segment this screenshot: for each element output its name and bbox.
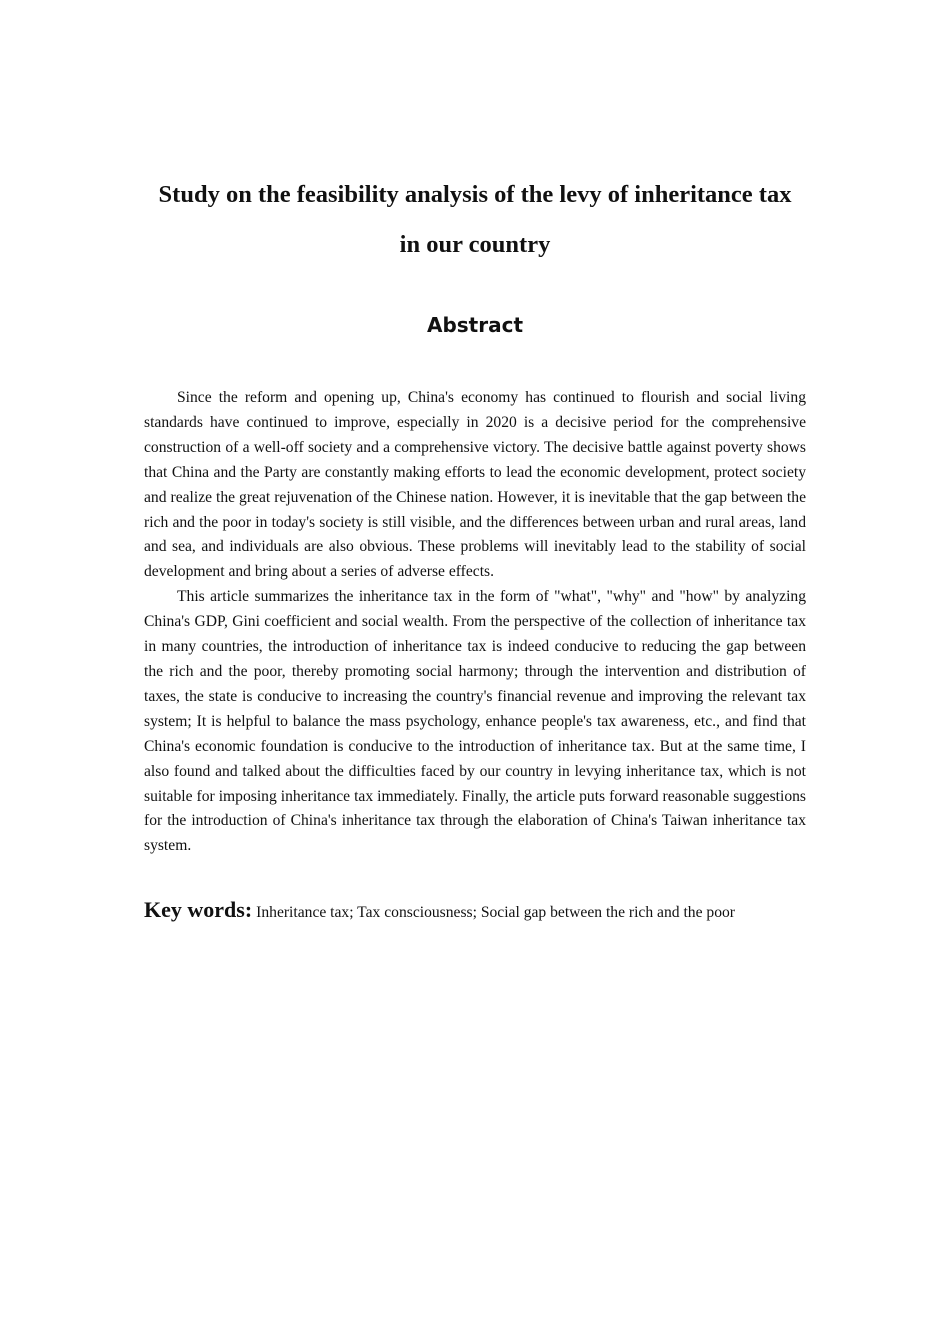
abstract-heading: Abstract <box>426 313 524 337</box>
document-content <box>144 170 806 923</box>
document-title <box>144 170 806 270</box>
keywords-text: Inheritance tax; Tax consciousness; Social gap between the rich and the poor <box>256 904 735 922</box>
title-line-2: in our country <box>399 231 551 258</box>
keywords-label: Key words: <box>144 897 253 923</box>
abstract-paragraph-2: This article summarizes the inheritance tax in the form of "what", "why" and "how" by analyzing China's GDP, Gini coefficient and social wealth. From the perspective of the collection of inheritance tax in many countries, the introduction of inheritance tax is indeed conducive to reducing the gap between the rich and the poor, thereby promoting social harmony; through the intervention and distribution of taxes, the state is conducive to increasing the country's financial revenue and improving the relevant tax system; It is helpful to balance the mass psychology, enhance people's tax awareness, etc., and find that China's economic foundation is conducive to the introduction of inheritance tax. But at the same time, I also found and talked about the difficulties faced by our country in levying inheritance tax, which is not suitable for imposing inheritance tax immediately. Finally, the article puts forward reasonable suggestions for the introduction of China's inheritance tax through the elaboration of China's Taiwan inheritance tax system. <box>144 588 806 855</box>
abstract-paragraph-1: Since the reform and opening up, China's economy has continued to flourish and social living standards have continued to improve, especially in 2020 is a decisive period for the comprehensive construction of a well-off society and a comprehensive victory. The decisive battle against poverty shows that China and the Party are constantly making efforts to lead the economic development, protect society and realize the great rejuvenation of the Chinese nation. However, it is inevitable that the gap between the rich and the poor in today's society is still visible, and the differences between urban and rural areas, land and sea, and individuals are also obvious. These problems will inevitably lead to the stability of social development and bring about a series of adverse effects. <box>144 389 806 581</box>
abstract-body <box>144 386 806 859</box>
keywords-line <box>144 897 806 923</box>
title-line-1: Study on the feasibility analysis of the levy of inheritance tax <box>158 181 792 208</box>
